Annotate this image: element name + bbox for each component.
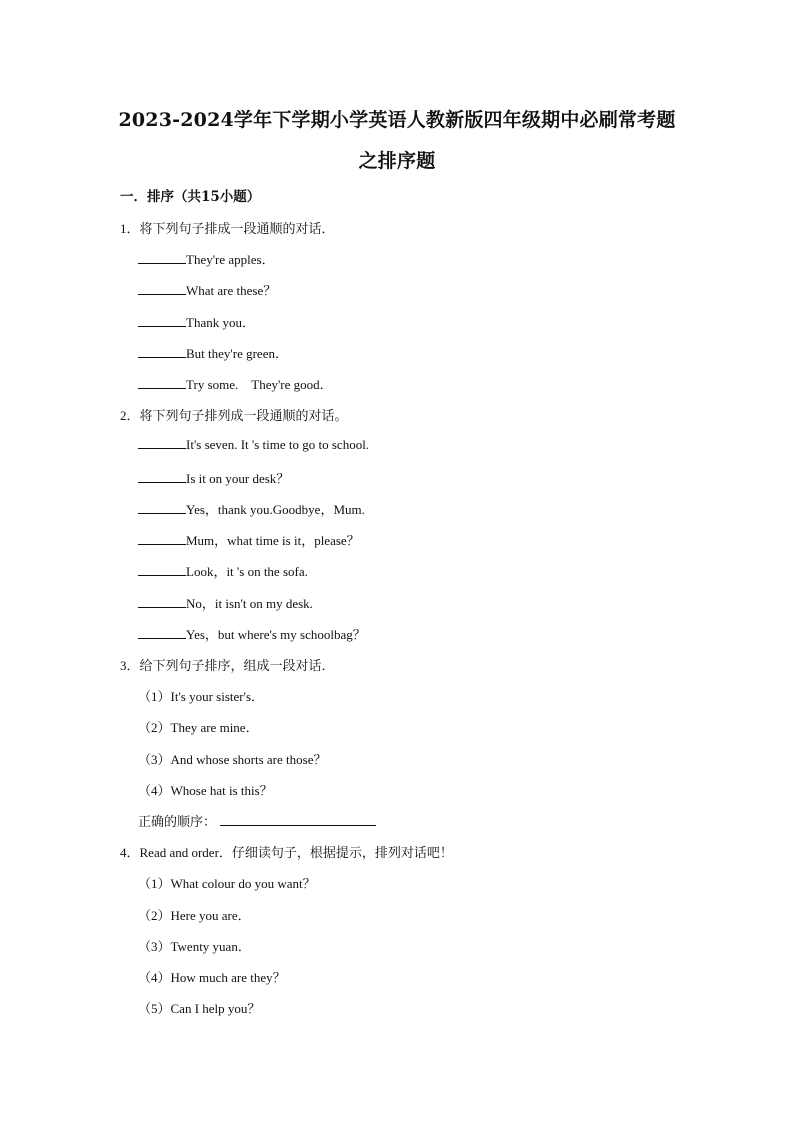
question-2-item: Mum，what time is it，please？ xyxy=(138,530,360,549)
question-4-item: （1）What colour do you want？ xyxy=(138,876,316,891)
answer-blank[interactable] xyxy=(138,626,186,639)
question-2-item: Is it on your desk？ xyxy=(138,468,289,487)
question-4-item: （3）Twenty yuan． xyxy=(138,939,251,954)
question-3-item: （3）And whose shorts are those？ xyxy=(138,752,327,767)
question-4-item: （5）Can I help you？ xyxy=(138,1001,261,1016)
answer-blank[interactable] xyxy=(138,251,186,264)
question-2-item: It's seven. It 's time to go to school. xyxy=(138,436,369,453)
question-4-prompt: 4．Read and order．仔细读句子，根据提示，排列对话吧！ xyxy=(120,845,453,860)
answer-blank[interactable] xyxy=(138,501,186,514)
question-3-answer: 正确的顺序： xyxy=(138,811,376,830)
question-4-item: （4）How much are they？ xyxy=(138,970,286,985)
question-3-item: （4）Whose hat is this？ xyxy=(138,783,273,798)
question-3-prompt: 3．给下列句子排序，组成一段对话． xyxy=(120,658,335,673)
question-3-item: （2）They are mine． xyxy=(138,720,259,735)
question-2-item: Look，it 's on the sofa. xyxy=(138,561,308,580)
document-title-line1: 2023-2024学年下学期小学英语人教新版四年级期中必刷常考题 xyxy=(118,109,676,131)
question-2-item: Yes，but where's my schoolbag？ xyxy=(138,624,366,643)
question-1-prompt: 1．将下列句子排成一段通顺的对话． xyxy=(120,221,335,236)
answer-blank[interactable] xyxy=(138,345,186,358)
question-1-item: What are these？ xyxy=(138,280,276,299)
question-2-item: Yes，thank you.Goodbye，Mum. xyxy=(138,499,365,518)
answer-blank[interactable] xyxy=(138,282,186,295)
question-3-item: （1）It's your sister's． xyxy=(138,689,265,704)
question-1-item: Try some. They're good． xyxy=(138,374,333,393)
answer-blank[interactable] xyxy=(138,532,186,545)
answer-line[interactable] xyxy=(220,813,376,826)
document-title-line2: 之排序题 xyxy=(358,150,436,172)
answer-blank[interactable] xyxy=(138,314,186,327)
answer-blank[interactable] xyxy=(138,376,186,389)
question-1-item: But they're green． xyxy=(138,343,288,362)
question-2-item: No，it isn't on my desk. xyxy=(138,593,313,612)
answer-blank[interactable] xyxy=(138,470,186,483)
section-heading: 一．排序（共15小题） xyxy=(120,189,261,205)
question-4-item: （2）Here you are． xyxy=(138,908,251,923)
answer-blank[interactable] xyxy=(138,436,186,449)
answer-blank[interactable] xyxy=(138,563,186,576)
question-1-item: Thank you． xyxy=(138,312,255,331)
question-2-prompt: 2．将下列句子排列成一段通顺的对话。 xyxy=(120,408,348,423)
answer-blank[interactable] xyxy=(138,595,186,608)
question-1-item: They're apples． xyxy=(138,249,275,268)
